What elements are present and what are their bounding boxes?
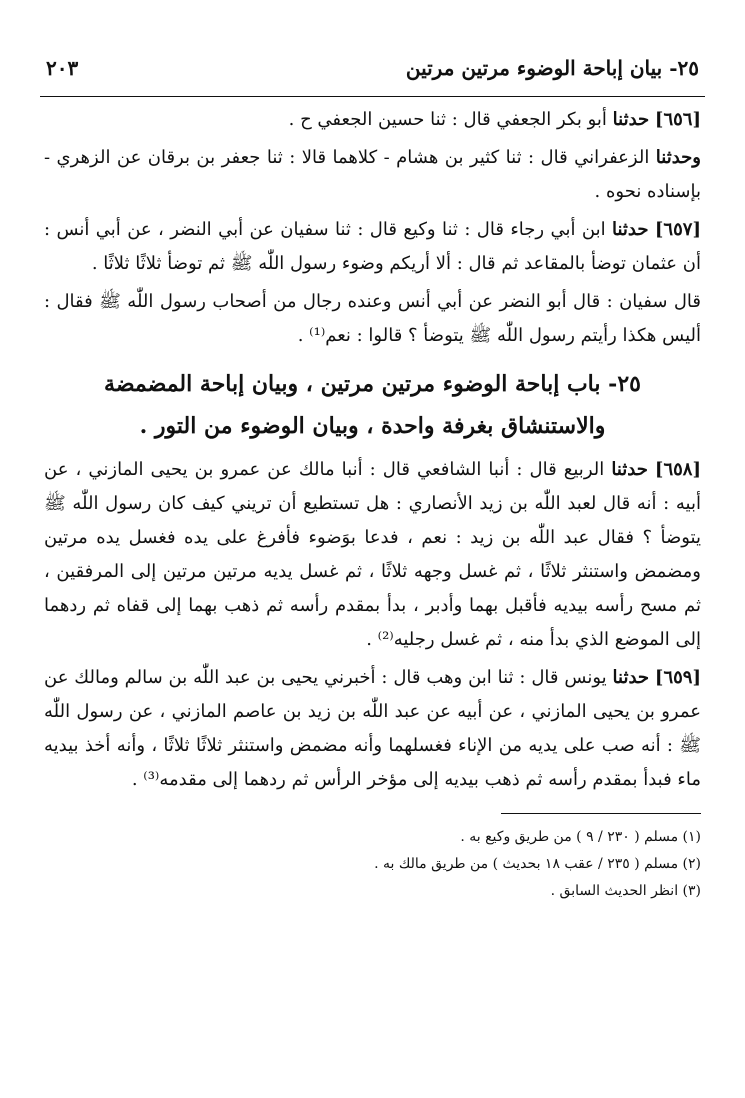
footnotes [44,824,701,905]
hadith-lead: حدثنا [612,667,650,688]
hadith-text: ابن أبي رجاء قال : ثنا وكيع قال : ثنا سفيان عن أبي النضر ، عن أبي أنس : أن عثمان توضأ بالمقاعد ثم قال : ألا أريكم وضوء رسول اللّٰه ﷺ ثم توضأ ثلاثًا ثلاثًا . [44,219,701,274]
chapter-heading-line-2: والاستنشاق بغرفة واحدة ، وبيان الوضوء من التور . [139,413,606,439]
book-page [40,56,705,905]
chapter-heading-line-1: ٢٥- باب إباحة الوضوء مرتين مرتين ، وبيان إباحة المضمضة [104,371,641,397]
header-title: ٢٥- بيان إباحة الوضوء مرتين مرتين [405,56,699,80]
hadith-659 [44,661,701,797]
hadith-number: [٦٥٨] [654,459,701,480]
hadith-lead: وحدثنا [655,147,701,168]
hadith-656-second-chain [44,141,701,209]
footnote-2: (٢) مسلم ( ٢٣٥ / عقب ١٨ بحديث ) من طريق مالك به . [374,856,701,872]
hadith-lead: حدثنا [611,459,648,480]
page-content [40,97,705,905]
hadith-text: الزعفراني قال : ثنا كثير بن هشام - كلاهما قالا : ثنا جعفر بن برقان عن الزهري - بإسناده نحوه . [44,147,701,202]
footnote-1: (١) مسلم ( ٢٣٠ / ٩ ) من طريق وكيع به . [460,829,701,845]
hadith-lead: حدثنا [612,109,650,130]
hadith-text: الربيع قال : أنبا الشافعي قال : أنبا مالك عن عمرو بن يحيى المازني ، عن أبيه : أنه قال لعبد اللّٰه بن زيد الأنصاري : هل تستطيع أن تريني كيف كان رسول اللّٰه ﷺ يتوضأ ؟ فقال عبد اللّٰه بن زيد : نعم ، فدعا بوَضوء فأفرغ على يده فغسل يده مرتين ومضمض واستنثر ثلاثًا ، ثم غسل وجهه ثلاثًا ، ثم غسل يديه مرتين مرتين إلى المرفقين ، ثم مسح رأسه بيديه فأقبل بهما وأدبر ، بدأ بمقدم رأسه ثم ذهب بهما إلى قفاه ثم ردهما إلى الموضع الذي بدأ منه ، ثم غسل رجليه⁽²⁾ . [44,459,701,650]
footnote-divider [501,813,701,814]
footnote-3: (٣) انظر الحديث السابق . [550,883,701,899]
page-number: ٢٠٣ [46,56,79,80]
hadith-656 [44,103,701,137]
hadith-657-addendum [44,285,701,353]
running-header [40,56,705,97]
hadith-657 [44,213,701,281]
hadith-text: أبو بكر الجعفي قال : ثنا حسين الجعفي ح . [288,109,607,130]
hadith-number: [٦٥٧] [654,219,701,240]
hadith-number: [٦٥٩] [654,667,701,688]
chapter-heading [44,363,701,447]
hadith-text: قال سفيان : قال أبو النضر عن أبي أنس وعنده رجال من أصحاب رسول اللّٰه ﷺ فقال : أليس هكذا رأيتم رسول اللّٰه ﷺ يتوضأ ؟ قالوا : نعم⁽¹⁾ . [44,291,701,346]
hadith-number: [٦٥٦] [654,109,701,130]
hadith-lead: حدثنا [611,219,649,240]
hadith-658 [44,453,701,657]
hadith-text: يونس قال : ثنا ابن وهب قال : أخبرني يحيى بن عبد اللّٰه بن سالم ومالك عن عمرو بن يحيى المازني ، عن أبيه عن عبد اللّٰه بن زيد بن عاصم المازني ، عن رسول اللّٰه ﷺ : أنه صب على يديه من الإناء فغسلهما وأنه مضمض واستنثر ثلاثًا ثلاثًا ، وأنه أخذ بيديه ماء فبدأ بمقدم رأسه ثم ذهب بيديه إلى مؤخر الرأس ثم ردهما إلى مقدمه⁽³⁾ . [44,667,701,790]
